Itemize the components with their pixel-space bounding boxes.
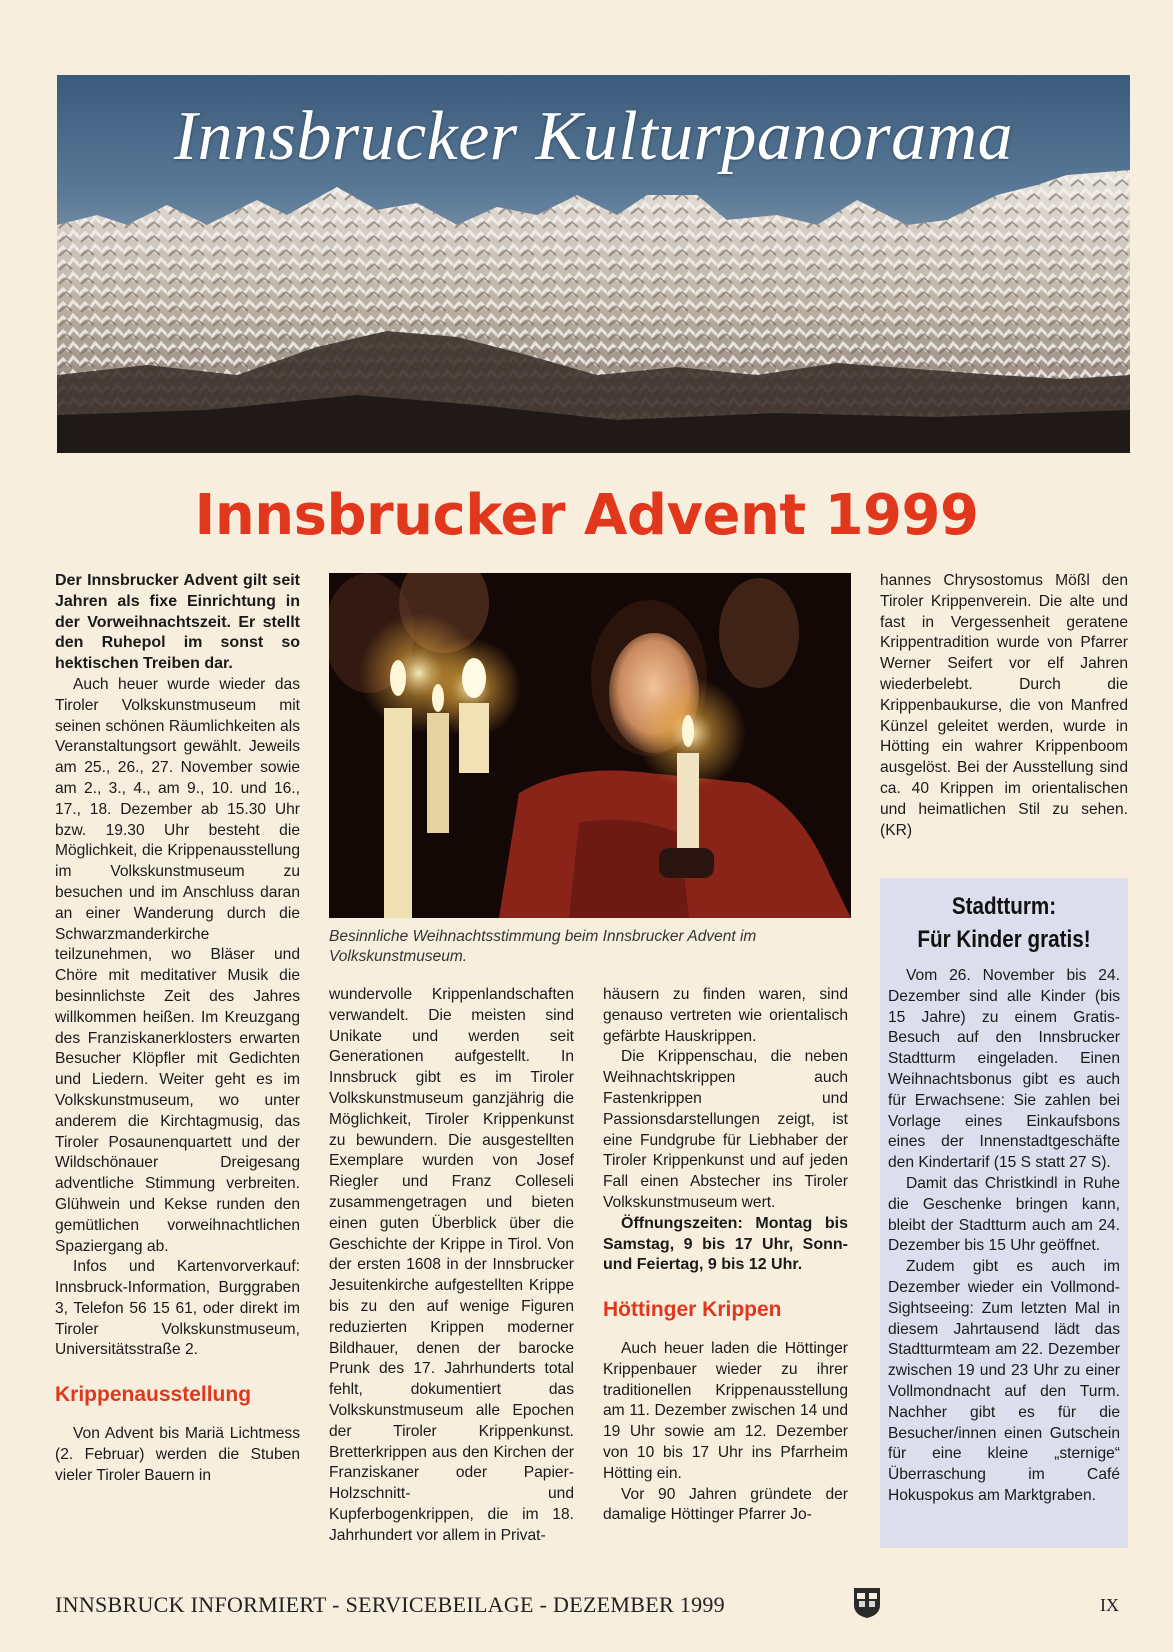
- banner-title: Innsbrucker Kulturpanorama: [173, 98, 1014, 175]
- article-paragraph: Vor 90 Jahren gründete der damalige Höttinger Pfarrer Jo-: [603, 1485, 848, 1524]
- article-paragraph: Infos und Kartenvorverkauf: Innsbruck-Information, Burggraben 3, Telefon 56 15 61, oder direkt im Tiroler Volkskunstmuseum, Universitätsstraße 2.: [55, 1258, 300, 1359]
- infobox-title-line-1: Stadtturm:: [951, 893, 1057, 920]
- advent-candle-photo: [329, 573, 851, 918]
- photo-caption: Besinnliche Weihnachtsstimmung beim Innsbrucker Advent im Volkskunstmuseum.: [329, 928, 757, 965]
- infobox-paragraph: Zudem gibt es auch im Dezember wieder ein Vollmond-Sightseeing: Zum letzten Mal in diesem Jahrtausend lädt das Stadtturmteam am 22. Dezember zwischen 19 und 23 Uhr zu einer Vollmondnacht auf den Turm. Nachher gibt es für die Besucher/innen einen Gutschein für eine kleine „sternige“ Überraschung im Café Hokuspokus am Marktgraben.: [888, 1258, 1120, 1504]
- article-paragraph: hannes Chrysostomus Mößl den Tiroler Krippenverein. Die alte und fast in Vergessenheit geratene Krippentradition wurde von Pfarrer Werner Seifert vor elf Jahren wiederbelebt. Durch die Krippenbaukurse, die von Manfred Künzel geleitet werden, wurde in Hötting ein wahrer Krippenboom ausgelöst. Bei der Ausstellung sind ca. 40 Krippen im orientalischen und heimatlichen Stil zu sehen. (KR): [880, 572, 1128, 839]
- subheading-hoettinger-krippen: Höttinger Krippen: [603, 1298, 782, 1322]
- infobox-title: [897, 878, 1110, 956]
- article-paragraph: Von Advent bis Mariä Lichtmess (2. Februar) werden die Stuben vieler Tiroler Bauern in: [55, 1425, 300, 1484]
- subheading-krippenausstellung: Krippenausstellung: [55, 1383, 252, 1407]
- page-headline: Innsbrucker Advent 1999: [194, 483, 979, 548]
- candle-photo-illustration: [329, 573, 851, 918]
- infobox-title-line-2: Für Kinder gratis!: [917, 926, 1091, 953]
- article-column-4: [880, 571, 1128, 841]
- article-column-3: [603, 985, 848, 1526]
- article-lead: Der Innsbrucker Advent gilt seit Jahren als fixe Einrichtung in der Vorweihnachtszeit. Er stellt den Ruhepol im sonst so hektischen Treiben dar.: [55, 572, 300, 673]
- article-paragraph: häusern zu finden waren, sind genauso vertreten wie orientalisch gefärbte Hauskrippen.: [603, 986, 848, 1045]
- banner-mountain-panorama: [57, 75, 1130, 453]
- article-column-2: [329, 985, 574, 1547]
- article-paragraph: Auch heuer wurde wieder das Tiroler Volkskunstmuseum mit seinen schönen Räumlichkeiten als Veranstaltungsort gewählt. Jeweils am 25., 26., 27. November sowie am 2., 3., 4., am 9., 10. und 16., 17., 18. Dezember ab 15.30 Uhr bzw. 19.30 Uhr besteht die Möglichkeit, die Krippenausstellung im Volkskunstmuseum zu besuchen und im Anschluss daran an einer Wanderung durch die Schwarzmanderkirche teilzunehmen, wo Bläser und Chöre mit meditativer Musik die besinnlichste Zeit des Jahres willkommen heißen. Im Kreuzgang des Franziskanerklosters erwarten Besucher Klöpfler mit Gedichten und Liedern. Weiter geht es im Volkskunstmuseum, wo unter anderem die Kirchtagmusig, das Tiroler Posaunenquartett und der Wildschönauer Dreigesang adventliche Stimmung verbreiten. Glühwein und Kekse runden den gemütlichen vorweihnachtlichen Spaziergang ab.: [55, 675, 300, 1255]
- article-paragraph: Auch heuer laden die Höttinger Krippenbauer wieder zu ihrer traditionellen Krippenausstellung am 11. Dezember zwischen 14 und 19 Uhr sowie am 12. Dezember von 10 bis 17 Uhr ins Pfarrheim Hötting ein.: [603, 1339, 848, 1482]
- article-paragraph: Die Krippenschau, die neben Weihnachtskrippen auch Fastenkrippen und Passionsdarstellungen zeigt, ist eine Fundgrube für Liebhaber der Tiroler Krippenkunst und auf jeden Fall einen Abstecher ins Tiroler Volkskunstmuseum wert.: [603, 1048, 848, 1211]
- infobox-paragraph: Vom 26. November bis 24. Dezember sind alle Kinder (bis 15 Jahre) zu einem Gratis-Besuch auf den Innsbrucker Stadtturm eingeladen. Einen Weihnachtsbonus gibt es auch für Erwachsene: Sie zahlen bei Vorlage eines Einkaufsbons eines der Innenstadtgeschäfte den Kindertarif (15 S statt 27 S).: [888, 967, 1120, 1172]
- page-number: IX: [1100, 1595, 1119, 1615]
- footer-text: INNSBRUCK INFORMIERT - SERVICEBEILAGE - DEZEMBER 1999: [55, 1592, 725, 1617]
- stadtturm-infobox: [880, 878, 1128, 1548]
- article-column-1: [55, 571, 300, 1486]
- infobox-body: [880, 956, 1128, 1507]
- innsbruck-crest-icon: [853, 1587, 881, 1619]
- infobox-paragraph: Damit das Christkindl in Ruhe die Geschenke bringen kann, bleibt der Stadtturm auch am 24. Dezember bis 15 Uhr geöffnet.: [888, 1174, 1120, 1255]
- opening-hours: Öffnungszeiten: Montag bis Samstag, 9 bis 17 Uhr, Sonn- und Feiertag, 9 bis 12 Uhr.: [603, 1214, 848, 1274]
- article-paragraph: wundervolle Krippenlandschaften verwandelt. Die meisten sind Unikate und werden seit Generationen aufgestellt. In Innsbruck gibt es im Tiroler Volkskunstmuseum ganzjährig die Möglichkeit, Tiroler Krippenkunst zu bewundern. Die ausgestellten Exemplare wurden von Josef Riegler und Franz Colleseli zusammengetragen und bieten einen guten Überblick über die Geschichte der Krippe in Tirol. Von der ersten 1608 in der Innsbrucker Jesuitenkirche aufgestellten Krippe bis zu den auf wenige Figuren reduzierten Krippen moderner Bildhauer, denen der barocke Prunk des 17. Jahrhunderts total fehlt, dokumentiert das Volkskunstmuseum alle Epochen der Tiroler Krippenkunst. Bretterkrippen aus den Kirchen der Franziskaner oder Papier-Holzschnitt- und Kupferbogenkrippen, die im 18. Jahrhundert vor allem in Privat-: [329, 986, 574, 1544]
